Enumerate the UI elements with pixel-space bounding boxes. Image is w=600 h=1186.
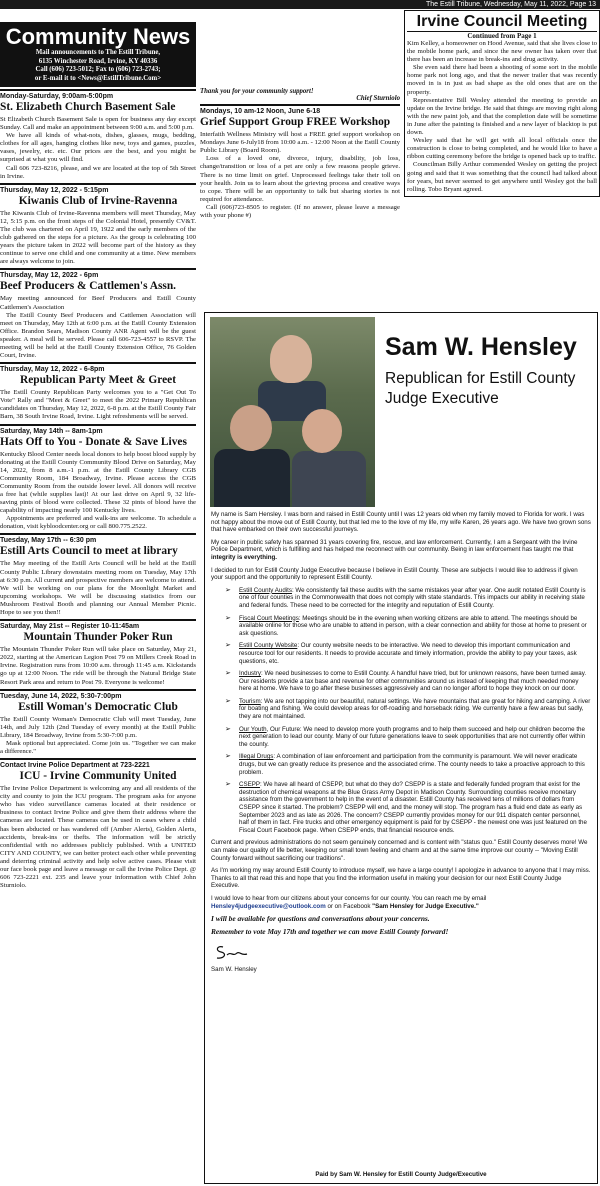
- item-blood: [0, 424, 196, 532]
- issue-text: : We consistently fail these audits with the same mistakes year after year. One audit notated Estill County is one of four counties in the Commonwealth that does not comply with state standards. This impacts our ability in receiving state and federal funds. These need to be corrected for the integrity and reputation of Estill County.: [239, 586, 586, 609]
- item-date: Thursday, May 12, 2022 - 6-8pm: [0, 362, 196, 373]
- item-title: Hats Off to You - Donate & Save Lives: [0, 435, 187, 448]
- item-text: Call 606 723-8216, please, and we are located at the top of 5th Street in Irvine.: [0, 164, 196, 180]
- issue-text: : We have all heard of CSEPP, but what do they do? CSEPP is a state and federally funded program that exist for the destruction of chemical weapons at the Blue Grass Army Depot in Madison County. Surrounding counties receive monetary assistance from the government to help in the event of a disaster. Estill County has received tens of millions of dollars from CSEPP since it started. The problem? CSEPP will end, and the money will stop. The program has a fluid end date as early as September 2023 and as late as 2026. The concern? CSEPP currently provides money for our 911 dispatch center personnel, half of them in fact. Fire trucks and other emergency equipment is paid for by CSEPP - the newest one was just featured on the Fiscal Court Facebook page. When CSEPP ends, that financial resource ends.: [239, 781, 587, 834]
- item-date: Tuesday, May 17th -- 6:30 pm: [0, 533, 196, 544]
- item-text: St Elizabeth Church Basement Sale is open for business any day except Sunday. Call and make an appointment between 9:00 a.m. and 5:00 p.m.: [0, 116, 196, 132]
- item-date: Contact Irvine Police Department at 723-2221: [0, 758, 196, 769]
- bullet-icon: ➢: [225, 586, 231, 594]
- issue-text: : A combination of law enforcement and participation from the community is paramount. We will never eradicate drugs, but we can greatly reduce its presence and the associated crime. The county needs to take a proactive approach to this problem.: [239, 753, 585, 776]
- signature-icon: [213, 943, 253, 961]
- item-text: The Kiwanis Club of Irvine-Ravenna members will meet Thursday, May 12, 5:15 p.m. on the front steps of the Colonial Hotel, presently CV&T. The club was chartered on April 19, 1922 and the early members of the club gathered on the steps for a picture. As the group is celebrating 100 years the picture taken in 2022 will become part of the history as they continue to serve one child and one community at a time. New members are always welcome to join.: [0, 209, 196, 266]
- icu-continued: [200, 80, 400, 88]
- candidate-name: Sam W. Hensley: [385, 333, 577, 361]
- community-news-column: [0, 22, 196, 1186]
- issue-text: : We need businesses to come to Estill County. A handful have tried, but for unknown reasons, have been turned away. Our residents provide a tax base and revenue for other communities around us instead of keeping that much needed money here at home. We have to go after these businesses aggressively and can no longer afford to hope they knock on our door.: [239, 670, 587, 693]
- item-date: Monday-Saturday, 9:00am-5:00pm: [0, 89, 196, 100]
- item-text: Mask optional but appreciated. Come join us. "Together we can make a difference.": [0, 739, 196, 755]
- item-text: The Estill County Republican Party welcomes you to a "Get Out To Vote" Rally and "Meet & Greet" to meet the 2022 Primary Republican candidates on Thursday, May 12, 2022, 6-8 p.m. at the Estill County Fair Barn, 38 South Irvine Road, Irvine. Light refreshments will be served.: [0, 389, 196, 421]
- item-date: Saturday, May 21st -- Register 10-11:45am: [0, 619, 196, 630]
- item-date: Mondays, 10 am-12 Noon, June 6-18: [200, 104, 400, 115]
- photo-figure: [302, 409, 342, 453]
- item-title: Estill Arts Council to meet at library: [0, 545, 178, 558]
- item-date: Thursday, May 12, 2022 - 5:15pm: [0, 183, 196, 194]
- item-title: Kiwanis Club of Irvine-Ravenna: [18, 194, 178, 207]
- council-text: Councilman Billy Arthur commended Wesley on getting the project going and said that it was something that the council had talked about for years, but never seemed to get anywhere until Wesley got the ball rolling. Tobo Bryant agreed.: [407, 161, 597, 193]
- facebook-name: "Sam Hensley for Judge Executive.": [372, 902, 479, 910]
- bullet-icon: ➢: [225, 670, 231, 678]
- masthead: [0, 22, 196, 87]
- ad-text: My career in public safety has spanned 31 years covering fire, rescue, and law enforcement. Currently, I am a Sergeant with the Irvine Police Department, which is fulfilling and has helped me reconnect with our community. Being in law enforcement has taught me that: [211, 538, 578, 554]
- issue-heading: Estill County Website: [239, 642, 298, 650]
- masthead-title: Community News: [5, 24, 191, 49]
- item-gop: [0, 362, 196, 421]
- middle-column: [200, 10, 400, 310]
- icu-signature: Chief Sturniolo: [356, 95, 400, 103]
- issue-heading: Fiscal Court Meetings: [239, 614, 299, 622]
- item-poker: [0, 619, 196, 686]
- ad-body: [211, 511, 591, 979]
- council-title: Irvine Council Meeting: [407, 13, 597, 32]
- masthead-line: Call (606) 723-5012; Fax to (606) 723-2743;: [35, 66, 161, 73]
- issue-heading: Tourism: [239, 697, 261, 705]
- bullet-icon: ➢: [225, 781, 231, 789]
- item-text: The Estill County Woman's Democratic Club will meet Tuesday, June 14th, and July 12th (2nd Tuesday of every month) at the Estill Public Library, 184 Broadway, Irvine from 5:30-7:00 p.m.: [0, 715, 196, 739]
- item-title: Grief Support Group FREE Workshop: [200, 116, 391, 129]
- masthead-line: Mail announcements to The Estill Tribune,: [35, 49, 161, 56]
- ad-text: or on Facebook: [327, 902, 371, 910]
- item-text: The Irvine Police Department is welcoming any and all residents of the city and county to join the ICU program. The program asks for anyone who has video surveillance cameras located at their residence or business to contact Irvine Police and give them their address where the cameras are located. These cameras can be used in cases where a child has been abducted or has wandered off (Amber Alerts), Golden Alerts, accidents, break-ins or thefts. The information will be strictly confidential with no addresses publicly published. With a UNITED CITY AND COUNTY, we can better protect each other while preventing and deterring criminal activity and help solve active cases. Please visit our face book page and leave a message or call the Irvine Police Dept. @ 606 723-2221 ext. 235 and leave your information with Chief John Sturniolo.: [0, 785, 196, 890]
- item-text: Call (606)723-8505 to register. (If no answer, please leave a message with your phone #): [200, 203, 400, 220]
- item-arts: [0, 533, 196, 617]
- item-womens: [0, 689, 196, 756]
- issue-heading: Estill County Audits: [239, 586, 292, 594]
- masthead-line: 6135 Winchester Road, Irvine, KY 40336: [38, 57, 158, 65]
- item-text: Interfaith Wellness Ministry will host a FREE grief support workshop on Mondays June 6-July18 from 10:00 a.m. - 12:00 Noon at the Estill County Public Library (Board Room).: [200, 131, 400, 155]
- item-date: Saturday, May 14th -- 8am-1pm: [0, 424, 196, 435]
- council-box: [404, 10, 600, 197]
- ad-paragraph: [211, 539, 591, 562]
- issue-item: [225, 698, 591, 721]
- item-title: Estill Woman's Democratic Club: [18, 700, 178, 713]
- issue-item: [225, 753, 591, 776]
- issue-text: : We are not tapping into our beautiful, natural settings. We have mountains that are great for hiking and camping. A river for boating and fishing. We could develop areas for off-roading and horseback riding. We currently have a few areas but sadly, they are not maintained.: [239, 697, 591, 721]
- issue-heading: CSEPP: [239, 781, 260, 789]
- item-title: ICU - Irvine Community United: [19, 770, 177, 783]
- item-beef: [0, 268, 196, 360]
- item-kiwanis: [0, 183, 196, 267]
- bullet-icon: ➢: [225, 697, 231, 705]
- bullet-icon: ➢: [225, 725, 231, 733]
- issue-heading: Industry: [239, 670, 262, 678]
- item-date: Thursday, May 12, 2022 - 6pm: [0, 268, 196, 279]
- issue-heading: Illegal Drugs: [239, 753, 274, 761]
- item-text: The Estill County Beef Producers and Cattlemen Association will meet on Thursday, May 12th at 6:00 p.m. at the Estill County Extension Office. Brandon Sears, Madison County ANR Agent will be the guest speaker. A meal will be served. Please call 606-723-4557 to RSVP. The meeting will be held at the Estill County Extension Office, 76 Golden Court, Irvine.: [0, 311, 196, 360]
- item-title: Republican Party Meet & Greet: [19, 374, 177, 387]
- issue-item: [225, 781, 591, 834]
- ad-reminder: Remember to vote May 17th and together we can move Estill County forward!: [211, 926, 449, 936]
- item-text: The Mountain Thunder Poker Run will take place on Saturday, May 21, 2022, starting at the American Legion Post 79 on Millers Creek Road in Irvine. Registration runs from 10:00 a.m. through 11:45 a.m. Kickstands go up at 12:00 Noon. The ride will be through the Natural Bridge State Resort Park area and return to Post 79. Everyone is welcome!: [0, 646, 196, 686]
- issue-item: [225, 587, 591, 610]
- signer-name: Sam W. Hensley: [211, 965, 257, 973]
- bullet-icon: ➢: [225, 642, 231, 650]
- paid-for-line: Paid by Sam W. Hensley for Estill County Judge/Executive: [315, 1171, 487, 1178]
- bullet-icon: ➢: [225, 614, 231, 622]
- issue-text: : Meetings should be in the evening when working citizens are able to attend. The meetings should be available online for those who are unable to attend in person, with a clear connection and ability for those at home to present or ask questions.: [239, 614, 587, 637]
- item-sale: [0, 89, 196, 181]
- issue-text: , Our Future: We need to develop more youth programs and to help them succeed and help our children become the next generation to lead our county. Many of our future generations leave to seek opportunities that are not currently offer within the county.: [239, 725, 586, 748]
- item-title: St. Elizabeth Church Basement Sale: [0, 101, 176, 113]
- item-text: Kentucky Blood Center needs local donors to help boost blood supply by donating at the Estill County Community Blood Drive on Saturday, May 14, 2022, from 8 a.m.-1 p.m. at the Estill County Library CGB Community Room, 184 Broadway, Irvine. Please access the CGB Community Room from the outside lower level. All donors will receive a free hat (while supplies last)! At our last drive on April 9, 32 life-saving pints of blood were collected. These 32 pints of blood have the capability of impacting nearly 100 Kentucky lives.: [0, 450, 196, 515]
- issue-item: [225, 642, 591, 665]
- email-link[interactable]: Hensley4judgeexecutive@outlook.com: [211, 902, 326, 910]
- item-title: Mountain Thunder Poker Run: [23, 631, 173, 644]
- ad-availability: I will be available for questions and conversations about your concerns.: [211, 914, 430, 924]
- item-text: Appointments are preferred and walk-ins are welcome. To schedule a donation, visit kybloodcenter.org or call 800.775.2522.: [0, 515, 196, 531]
- item-date: Tuesday, June 14, 2022, 5:30-7:00pm: [0, 689, 196, 700]
- bullet-icon: ➢: [225, 753, 231, 761]
- item-text: May meeting announced for Beef Producers and Estill County Cattlemen's Association: [0, 295, 196, 311]
- item-text: We have all kinds of what-nots, dishes, glasses, mugs, bedding, clothes for all ages, hanging clothes like new, toys and games, puzzles, vases, jewelry, etc. etc. Our prices are the best, and you might be surprised at what you will find.: [0, 132, 196, 164]
- item-text: Loss of a loved one, divorce, injury, disability, job loss, change/transition or loss of a pet are only a few reasons people grieve. There is no time limit on grief. Unprocessed feelings take their toll on your health. Join us to learn about the grieving process and creative ways to cope. There will be an opportunity to talk but sharing stories is not required for attendance.: [200, 155, 400, 203]
- ad-text: I would love to hear from our citizens about your concerns for our county. You can reach me by email: [211, 894, 487, 902]
- page-header: The Estill Tribune, Wednesday, May 11, 2022, Page 13: [0, 0, 600, 9]
- photo-figure: [214, 449, 290, 507]
- issue-item: [225, 726, 591, 749]
- council-text: Wesley said that he will get with all local officials once the construction is close to being completed, and he would like to have a ribbon cutting ceremony before the bridge is opened back up to traffic.: [407, 137, 597, 161]
- council-text: She even said there had been a shooting of some sort in the mobile home park not long ago, and that the newer trailer that was recently moved in is in just as bad shape as the old ones that are on the property.: [407, 64, 597, 96]
- ad-paragraph: As I'm working my way around Estill County to introduce myself, we have a large county! I apologize in advance to anyone that I may miss. Thanks to all that read this and hope that you find the information useful in making your decision for our next Estill County Judge Executive.: [211, 867, 591, 890]
- council-column: [404, 10, 600, 310]
- photo-figure: [230, 405, 272, 451]
- campaign-ad: [204, 312, 598, 1184]
- ad-emphasis: integrity is everything.: [211, 553, 278, 561]
- ad-paragraph: My name is Sam Hensley. I was born and raised in Estill County until I was 12 years old when my family moved to Florida for work. I was not happy about the move out of Estill County, but that led me to the love of my life, my wife Karen, 26 years ago. We have two grown sons that have embarked on their own successful journeys.: [211, 511, 591, 534]
- item-text: The May meeting of the Estill Arts Council will be held at the Estill County Public Library downstairs meeting room on Tuesday, May 17th at 6:30 p.m. All current and prospective members are welcome to attend. We will be working on our plans for the Moonlight Market and upcoming workshops. We will be discussing statistics from our Mushroom Festival Booth and planning our Annual Member Picnic. Hope to see you then!!: [0, 560, 196, 617]
- issue-text: : Our county website needs to be interactive. We need to develop this important communication and resource tool for our residents. It needs to provide accurate and timely information, provide the ability to pay your taxes, ask questions, etc.: [239, 642, 577, 665]
- ad-paragraph: [211, 895, 591, 910]
- issue-item: [225, 670, 591, 693]
- photo-figure: [292, 451, 366, 507]
- issue-list: [211, 587, 591, 835]
- council-continued: Continued from Page 1: [467, 32, 537, 40]
- council-text: Kim Kelley, a homeowner on Hood Avenue, said that she lives close to the mobile home park, and since the new owner has taken over that there has been an increase in break-ins and drug activity.: [407, 40, 597, 64]
- item-grief: [200, 104, 400, 220]
- issue-item: [225, 615, 591, 638]
- family-photo: [210, 317, 375, 507]
- ad-paragraph: Current and previous administrations do not seem genuinely concerned and is content with "status quo." Estill County deserves more! We can make our quality of life better, keeping our small town feeling and charm and at the same time improve our county -- "Moving Estill County forward without sacrificing our traditions".: [211, 839, 588, 862]
- item-title: Beef Producers & Cattlemen's Assn.: [0, 280, 177, 293]
- icu-thanks: Thank you for your community support!: [200, 88, 314, 96]
- ad-paragraph: I decided to run for Estill County Judge Executive because I believe in Estill County. These are subjects I would like to address if given your support and the opportunity to represent Estill County.: [211, 566, 578, 582]
- council-text: Representative Bill Wesley attended the meeting to provide an update on the Irvine bridge. He said that things are moving right along with the new paint job, and that the completion date will be sometime in June after the painting is finished and a new layer of blacktop is put down.: [407, 96, 597, 137]
- candidate-office: Republican for Estill County Judge Executive: [385, 370, 576, 407]
- issue-heading: Our Youth: [239, 725, 267, 733]
- item-icu: [0, 758, 196, 890]
- masthead-line: or E-mail it to <News@EstillTribune.Com>: [34, 74, 162, 82]
- photo-figure: [270, 335, 312, 383]
